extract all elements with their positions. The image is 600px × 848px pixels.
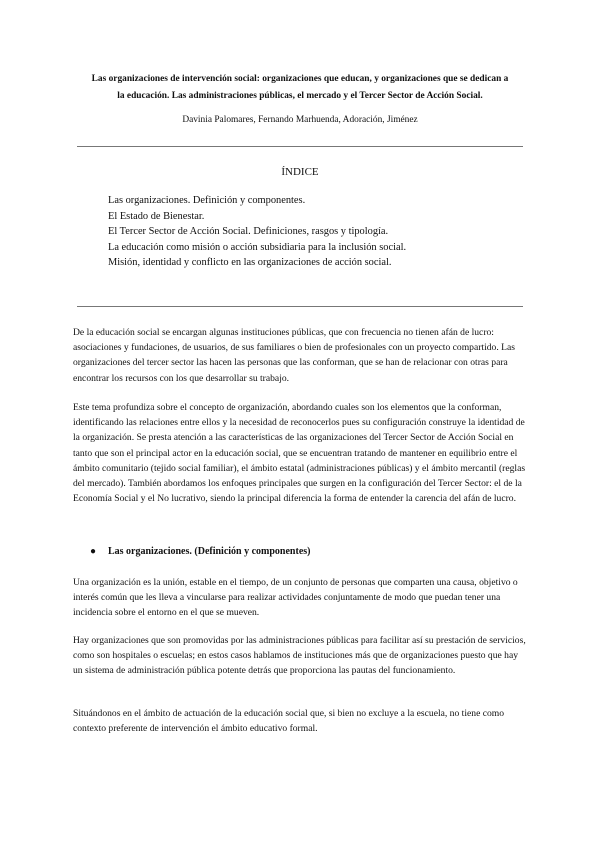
index-item: Las organizaciones. Definición y componentes. — [108, 195, 306, 206]
section-heading — [90, 545, 311, 559]
body-paragraph: De la educación social se encargan algunas instituciones públicas, que con frecuencia no tienen afán de lucro: asociaciones y fundaciones, de usuarios, de sus familiares o bien de profesionales con un proyecto compartido. Las organizaciones del tercer sector las hacen las personas que las conforman, que se han de relacionar con otras para encontrar los recursos con los que desarrollar su trabajo. — [73, 327, 515, 384]
bullet-icon: ● — [90, 546, 97, 557]
index-list — [108, 193, 528, 271]
body-paragraph: Situándonos en el ámbito de actuación de la educación social que, si bien no excluye a la escuela, no tiene como contexto preferente de intervención el ámbito educativo formal. — [73, 708, 505, 735]
section-title: Las organizaciones. (Definición y componentes) — [108, 546, 311, 557]
title-line: la educación. Las administraciones públicas, el mercado y el Tercer Sector de Acción Social. — [117, 91, 483, 101]
body-paragraph: Hay organizaciones que son promovidas por las administraciones públicas para facilitar así su prestación de servicios, como son hospitales o escuelas; en estos casos hablamos de instituciones más que de organizaciones puesto que hay un sistema de administración pública potente detrás que proporciona las pautas del funcionamiento. — [73, 635, 526, 677]
title-line: Las organizaciones de intervención social: organizaciones que educan, y organizaciones que se dedican a — [91, 74, 509, 84]
index-item: El Estado de Bienestar. — [108, 210, 205, 222]
document-title — [70, 71, 530, 105]
index-item: Misión, identidad y conflicto en las organizaciones de acción social. — [108, 257, 392, 269]
divider — [77, 306, 523, 307]
body-paragraph: Una organización es la unión, estable en el tiempo, de un conjunto de personas que comparten una causa, objetivo o interés común que les lleva a vincularse para realizar actividades conjuntamente de modo que puedan tener una incidencia sobre el entorno en el que se mueven. — [73, 577, 518, 619]
authors: Davinia Palomares, Fernando Marhuenda, Adoración, Jiménez — [182, 115, 418, 125]
index-heading: ÍNDICE — [281, 166, 319, 178]
index-item: La educación como misión o acción subsidiaria para la inclusión social. — [108, 241, 407, 253]
body-paragraph: Este tema profundiza sobre el concepto de organización, abordando cuales son los elementos que la conforman, identificando las relaciones entre ellos y la necesidad de reconocerlos pues su configuración construye la identidad de la organización. Se presta atención a las características de las organizaciones del Tercer Sector de Acción Social en tanto que son el principal actor en la educación social, que se encuentran tratando de mantener en equilibrio entre el ámbito comunitario (tejido social familiar), el ámbito estatal (administraciones públicas) y el ámbito mercantil (reglas del mercado). También abordamos los enfoques principales que surgen en la configuración del Tercer Sector: el de la Economía Social y el No lucrativo, siendo la principal diferencia la forma de entender la carencia del afán de lucro. — [73, 402, 526, 505]
divider — [77, 146, 523, 147]
index-item: El Tercer Sector de Acción Social. Definiciones, rasgos y tipología. — [108, 226, 389, 238]
